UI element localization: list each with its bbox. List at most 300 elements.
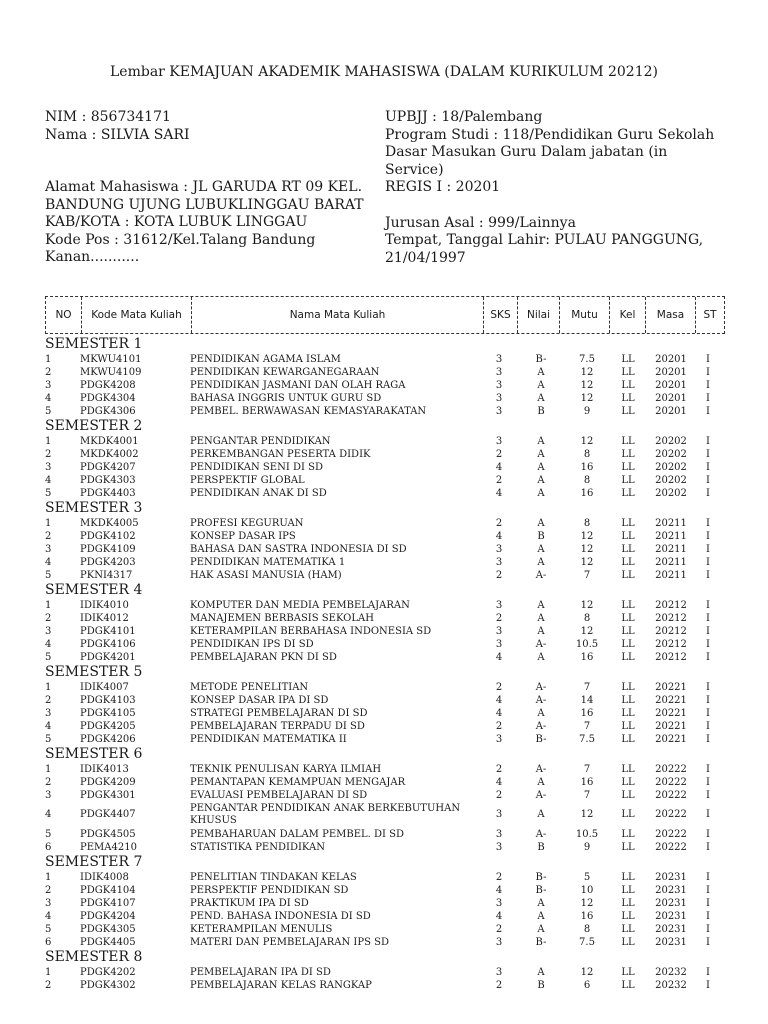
table-row [45,530,735,543]
cell-st: I [706,809,710,820]
kodepos-field: Kode Pos : 31612/Kel.Talang Bandung Kanan........... [45,231,316,265]
cell-name: PEMBAHARUAN DALAM PEMBEL. DI SD [190,829,405,840]
table-row [45,802,735,828]
cell-code: IDIK4008 [80,872,129,883]
cell-code: MKDK4002 [80,449,139,460]
cell-name: PERSPEKTIF GLOBAL [190,475,305,486]
cell-no: 1 [45,764,52,775]
table-row [45,651,735,664]
cell-kel: LL [621,872,635,883]
cell-mutu: 14 [580,695,594,706]
table-row [45,966,735,979]
cell-sks: 3 [495,367,503,378]
cell-masa: 20211 [655,518,687,529]
cell-st: I [706,911,710,922]
cell-no: 1 [45,872,52,883]
cell-code: IDIK4007 [80,682,129,693]
cell-name: PERSPEKTIF PENDIDIKAN SD [190,885,349,896]
cell-st: I [706,924,710,935]
cell-nilai: A [537,436,545,447]
cell-sks: 2 [495,721,503,732]
cell-code: PDGK4201 [80,652,136,663]
cell-nilai: A [537,708,545,719]
cell-masa: 20212 [655,652,687,663]
table-row [45,448,735,461]
cell-name: BAHASA INGGRIS UNTUK GURU SD [190,393,382,404]
header-masa: Masa [645,297,695,333]
cell-nilai: A [537,367,545,378]
cell-code: PDGK4205 [80,721,136,732]
cell-kel: LL [621,544,635,555]
cell-kel: LL [621,488,635,499]
cell-no: 1 [45,967,52,978]
cell-st: I [706,652,710,663]
cell-masa: 20201 [655,380,687,391]
cell-kel: LL [621,600,635,611]
cell-nilai: A [537,613,545,624]
cell-sks: 2 [495,449,503,460]
cell-no: 2 [45,613,52,624]
cell-kel: LL [621,613,635,624]
cell-masa: 20222 [655,777,687,788]
cell-kel: LL [621,406,635,417]
cell-masa: 20201 [655,367,687,378]
cell-masa: 20212 [655,639,687,650]
cell-st: I [706,544,710,555]
semester-title: SEMESTER 2 [45,418,143,434]
cell-kel: LL [621,721,635,732]
cell-sks: 3 [495,406,503,417]
cell-sks: 2 [495,764,503,775]
cell-name: KETERAMPILAN BERBAHASA INDONESIA SD [190,626,432,637]
cell-sks: 4 [495,777,503,788]
cell-code: MKWU4101 [80,354,142,365]
cell-name: PEMBEL. BERWAWASAN KEMASYARAKATAN [190,406,427,417]
cell-nilai: A- [535,829,547,840]
cell-code: PDGK4301 [80,790,136,801]
cell-name: PENDIDIKAN MATEMATIKA II [190,734,347,745]
cell-sks: 2 [495,682,503,693]
table-row [45,392,735,405]
cell-code: MKWU4109 [80,367,142,378]
cell-kel: LL [621,967,635,978]
cell-code: PDGK4505 [80,829,136,840]
cell-sks: 3 [495,734,503,745]
cell-st: I [706,734,710,745]
table-row [45,599,735,612]
cell-sks: 4 [495,695,503,706]
table-row [45,517,735,530]
cell-mutu: 7 [583,764,591,775]
cell-nilai: A [537,557,545,568]
cell-masa: 20201 [655,406,687,417]
kabkota-field: KAB/KOTA : KOTA LUBUK LINGGAU [45,214,308,230]
cell-code: PDGK4206 [80,734,136,745]
cell-kel: LL [621,531,635,542]
cell-nilai: A- [535,682,547,693]
table-row [45,897,735,910]
cell-name: KOMPUTER DAN MEDIA PEMBELAJARAN [190,600,410,611]
cell-name: PENDIDIKAN MATEMATIKA 1 [190,557,346,568]
table-row [45,612,735,625]
cell-nilai: B [537,842,545,853]
cell-no: 2 [45,531,52,542]
cell-no: 3 [45,380,52,391]
cell-st: I [706,449,710,460]
cell-no: 3 [45,708,52,719]
cell-no: 3 [45,544,52,555]
cell-name: PENDIDIKAN AGAMA ISLAM [190,354,341,365]
cell-masa: 20211 [655,557,687,568]
cell-code: PDGK4102 [80,531,136,542]
cell-kel: LL [621,626,635,637]
cell-st: I [706,708,710,719]
cell-st: I [706,842,710,853]
cell-masa: 20212 [655,613,687,624]
cell-code: PDGK4203 [80,557,136,568]
cell-sks: 4 [495,488,503,499]
alamat-field: Alamat Mahasiswa : JL GARUDA RT 09 KEL. BANDUNG UJUNG LUBUKLINGGAU BARAT [45,179,364,213]
cell-masa: 20212 [655,600,687,611]
cell-code: PDGK4202 [80,967,136,978]
cell-no: 3 [45,462,52,473]
cell-no: 4 [45,557,52,568]
cell-st: I [706,626,710,637]
cell-nilai: B- [535,937,547,948]
cell-name: PROFESI KEGURUAN [190,518,304,529]
semester-title: SEMESTER 7 [45,854,143,870]
table-row [45,379,735,392]
cell-sks: 3 [495,393,503,404]
cell-kel: LL [621,354,635,365]
cell-nilai: A [537,652,545,663]
cell-st: I [706,462,710,473]
table-row [45,871,735,884]
cell-mutu: 7 [583,790,591,801]
cell-masa: 20222 [655,809,687,820]
cell-st: I [706,367,710,378]
cell-name: EVALUASI PEMBELAJARAN DI SD [190,790,368,801]
cell-mutu: 8 [583,449,591,460]
cell-sks: 3 [495,937,503,948]
cell-name: TEKNIK PENULISAN KARYA ILMIAH [190,764,382,775]
cell-masa: 20222 [655,790,687,801]
cell-code: PDGK4405 [80,937,136,948]
cell-name: PENGANTAR PENDIDIKAN ANAK BERKEBUTUHAN KHUSUS [190,803,461,826]
cell-sks: 3 [495,967,503,978]
cell-mutu: 10 [580,885,594,896]
cell-mutu: 12 [580,557,594,568]
cell-st: I [706,682,710,693]
cell-nilai: B [537,406,545,417]
cell-mutu: 12 [580,367,594,378]
cell-st: I [706,518,710,529]
cell-nilai: A- [535,570,547,581]
header-nama: Nama Mata Kuliah [191,297,483,333]
cell-mutu: 12 [580,898,594,909]
cell-masa: 20231 [655,885,687,896]
cell-mutu: 16 [580,777,594,788]
cell-kel: LL [621,777,635,788]
cell-code: PDGK4304 [80,393,136,404]
cell-code: PDGK4104 [80,885,136,896]
cell-st: I [706,872,710,883]
cell-code: PDGK4407 [80,809,136,820]
cell-masa: 20202 [655,488,687,499]
cell-mutu: 10.5 [575,639,599,650]
cell-nilai: A [537,898,545,909]
cell-no: 5 [45,570,52,581]
cell-nilai: A [537,544,545,555]
cell-mutu: 10.5 [575,829,599,840]
cell-mutu: 9 [583,406,591,417]
cell-kel: LL [621,436,635,447]
cell-st: I [706,937,710,948]
cell-no: 1 [45,518,52,529]
cell-no: 2 [45,980,52,991]
cell-code: PDGK4302 [80,980,136,991]
cell-masa: 20231 [655,924,687,935]
semester-list [45,336,735,992]
cell-st: I [706,570,710,581]
cell-no: 3 [45,898,52,909]
cell-masa: 20201 [655,354,687,365]
cell-no: 2 [45,695,52,706]
cell-no: 5 [45,924,52,935]
cell-no: 1 [45,682,52,693]
cell-name: MANAJEMEN BERBASIS SEKOLAH [190,613,374,624]
student-info-left [45,109,380,267]
cell-sks: 2 [495,518,503,529]
cell-mutu: 7.5 [579,937,595,948]
cell-nilai: A- [535,695,547,706]
cell-no: 6 [45,937,52,948]
cell-nilai: B- [535,734,547,745]
cell-mutu: 7 [583,682,591,693]
cell-nilai: A- [535,721,547,732]
cell-code: PDGK4305 [80,924,136,935]
nim-field: NIM : 856734171 [45,109,171,125]
cell-sks: 2 [495,475,503,486]
cell-masa: 20221 [655,682,687,693]
cell-nilai: B- [535,354,547,365]
cell-sks: 3 [495,829,503,840]
cell-st: I [706,380,710,391]
cell-name: PENGANTAR PENDIDIKAN [190,436,331,447]
table-row [45,543,735,556]
cell-nilai: A [537,462,545,473]
cell-mutu: 8 [583,475,591,486]
cell-no: 1 [45,436,52,447]
cell-name: STRATEGI PEMBELAJARAN DI SD [190,708,368,719]
cell-code: PDGK4107 [80,898,136,909]
cell-st: I [706,967,710,978]
cell-kel: LL [621,764,635,775]
cell-masa: 20202 [655,462,687,473]
cell-kel: LL [621,898,635,909]
cell-nilai: B [537,980,545,991]
cell-kel: LL [621,790,635,801]
cell-sks: 2 [495,613,503,624]
cell-kel: LL [621,639,635,650]
cell-mutu: 12 [580,809,594,820]
cell-name: PENELITIAN TINDAKAN KELAS [190,872,357,883]
cell-kel: LL [621,557,635,568]
cell-no: 4 [45,911,52,922]
cell-name: PENDIDIKAN IPS DI SD [190,639,314,650]
cell-kel: LL [621,380,635,391]
cell-no: 3 [45,790,52,801]
cell-masa: 20221 [655,695,687,706]
cell-mutu: 7.5 [579,354,595,365]
cell-sks: 3 [495,380,503,391]
cell-kel: LL [621,924,635,935]
cell-code: PDGK4103 [80,695,136,706]
cell-nilai: A [537,393,545,404]
cell-no: 2 [45,449,52,460]
cell-st: I [706,980,710,991]
cell-nilai: A [537,777,545,788]
cell-no: 4 [45,393,52,404]
cell-name: PEMBELAJARAN IPA DI SD [190,967,331,978]
cell-st: I [706,406,710,417]
semester-section [45,418,735,500]
cell-sks: 4 [495,708,503,719]
cell-name: PEMANTAPAN KEMAMPUAN MENGAJAR [190,777,406,788]
cell-code: IDIK4013 [80,764,129,775]
cell-kel: LL [621,829,635,840]
cell-st: I [706,695,710,706]
cell-nilai: A [537,967,545,978]
cell-nilai: B [537,531,545,542]
cell-name: PENDIDIKAN ANAK DI SD [190,488,327,499]
cell-no: 3 [45,626,52,637]
cell-name: MATERI DAN PEMBELAJARAN IPS SD [190,937,389,948]
cell-nilai: A [537,600,545,611]
cell-kel: LL [621,462,635,473]
cell-mutu: 16 [580,708,594,719]
table-row [45,569,735,582]
cell-code: PDGK4403 [80,488,136,499]
cell-st: I [706,613,710,624]
cell-name: STATISTIKA PENDIDIKAN [190,842,325,853]
cell-sks: 2 [495,924,503,935]
cell-mutu: 16 [580,911,594,922]
semester-section [45,854,735,949]
table-row [45,841,735,854]
cell-no: 4 [45,475,52,486]
semester-section [45,500,735,582]
cell-masa: 20202 [655,475,687,486]
cell-name: METODE PENELITIAN [190,682,309,693]
cell-st: I [706,531,710,542]
cell-nilai: B- [535,885,547,896]
table-row [45,625,735,638]
cell-kel: LL [621,708,635,719]
cell-sks: 4 [495,885,503,896]
cell-name: BAHASA DAN SASTRA INDONESIA DI SD [190,544,407,555]
cell-code: IDIK4012 [80,613,129,624]
cell-st: I [706,790,710,801]
cell-masa: 20211 [655,570,687,581]
cell-mutu: 6 [583,980,591,991]
table-row [45,720,735,733]
cell-code: PDGK4306 [80,406,136,417]
cell-mutu: 12 [580,531,594,542]
cell-sks: 3 [495,354,503,365]
cell-nilai: A [537,380,545,391]
cell-name: HAK ASASI MANUSIA (HAM) [190,570,342,581]
cell-nilai: A [537,475,545,486]
semester-section [45,664,735,746]
student-info-right [385,109,730,267]
semester-title: SEMESTER 8 [45,949,143,965]
cell-masa: 20231 [655,911,687,922]
table-row [45,474,735,487]
semester-section [45,949,735,992]
cell-sks: 3 [495,809,503,820]
table-row [45,910,735,923]
header-st: ST [695,297,724,333]
cell-code: PDGK4303 [80,475,136,486]
cell-st: I [706,764,710,775]
table-row [45,923,735,936]
cell-nilai: A [537,518,545,529]
cell-sks: 4 [495,462,503,473]
table-row [45,435,735,448]
cell-sks: 3 [495,544,503,555]
table-row [45,936,735,949]
cell-st: I [706,777,710,788]
cell-sks: 4 [495,911,503,922]
cell-sks: 3 [495,842,503,853]
table-row [45,733,735,746]
cell-masa: 20231 [655,937,687,948]
cell-masa: 20202 [655,436,687,447]
cell-sks: 3 [495,557,503,568]
cell-kel: LL [621,367,635,378]
cell-mutu: 8 [583,924,591,935]
document-title: Lembar KEMAJUAN AKADEMIK MAHASISWA (DALAM KURIKULUM 20212) [110,64,658,80]
table-row [45,681,735,694]
cell-kel: LL [621,695,635,706]
cell-kel: LL [621,570,635,581]
table-row [45,638,735,651]
table-row [45,694,735,707]
cell-mutu: 12 [580,380,594,391]
cell-kel: LL [621,937,635,948]
prodi-field: Program Studi : 118/Pendidikan Guru Sekolah Dasar Masukan Guru Dalam jabatan (in Service) [385,126,715,178]
table-row [45,487,735,500]
cell-mutu: 7.5 [579,734,595,745]
cell-masa: 20232 [655,967,687,978]
semester-title: SEMESTER 1 [45,336,143,352]
cell-no: 5 [45,406,52,417]
cell-sks: 3 [495,626,503,637]
table-row [45,884,735,897]
semester-section [45,582,735,664]
cell-name: PENDIDIKAN KEWARGANEGARAAN [190,367,380,378]
cell-kel: LL [621,449,635,460]
table-row [45,707,735,720]
header-nilai: Nilai [517,297,559,333]
nama-field: Nama : SILVIA SARI [45,126,190,143]
header-no: NO [55,309,72,321]
cell-mutu: 16 [580,488,594,499]
cell-name: PERKEMBANGAN PESERTA DIDIK [190,449,371,460]
cell-st: I [706,721,710,732]
cell-name: PRAKTIKUM IPA DI SD [190,898,309,909]
